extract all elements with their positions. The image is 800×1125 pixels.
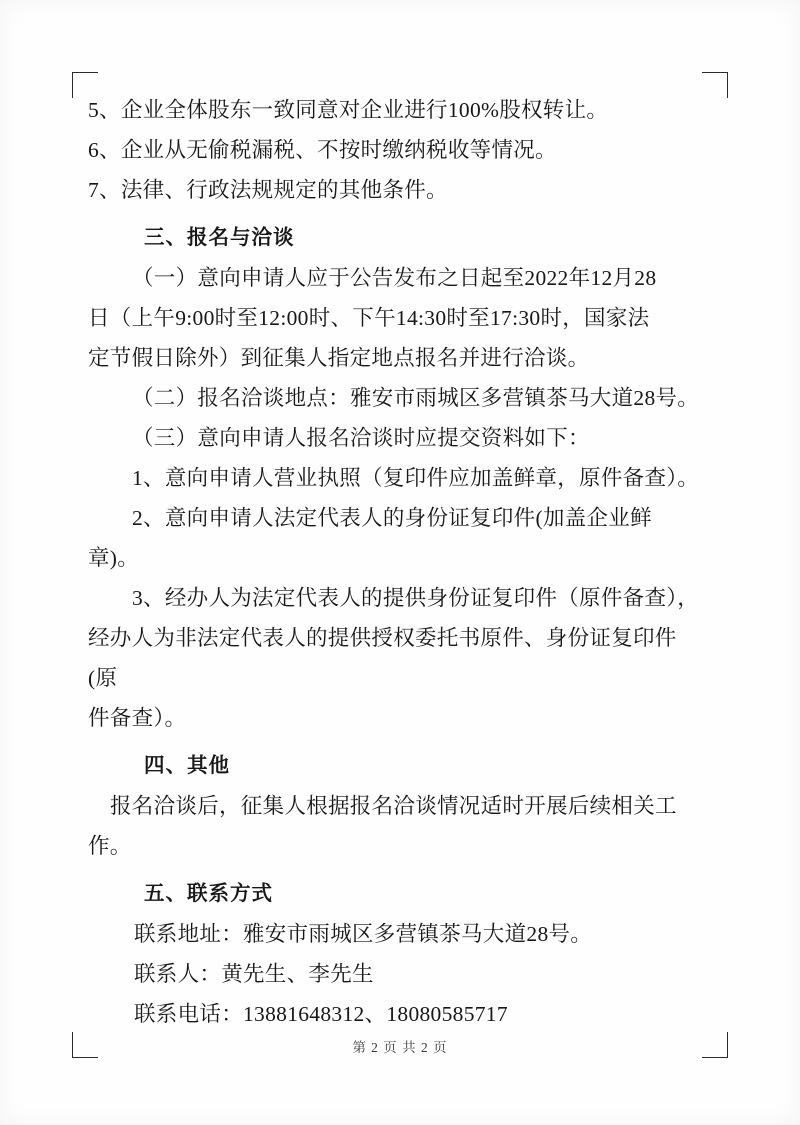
material-item-3-line-3: 件备查）。 xyxy=(88,706,187,730)
material-item-1: 1、意向申请人营业执照（复印件应加盖鲜章，原件备查）。 xyxy=(132,466,700,490)
material-item-3-line-1: 3、经办人为法定代表人的提供身份证复印件（原件备查）， xyxy=(132,586,700,610)
contact-person: 联系人：黄先生、李先生 xyxy=(134,962,374,986)
paragraph-two: （二）报名洽谈地点：雅安市雨城区多营镇茶马大道28号。 xyxy=(132,386,700,410)
contact-address: 联系地址：雅安市雨城区多营镇茶马大道28号。 xyxy=(134,922,593,946)
contact-phone: 联系电话：13881648312、18080585717 xyxy=(134,1002,508,1026)
material-item-2: 2、意向申请人法定代表人的身份证复印件(加盖企业鲜章)。 xyxy=(88,506,652,570)
paragraph-one-line-2: 日（上午9:00时至12:00时、下午14:30时至17:30时，国家法 xyxy=(88,306,650,330)
clause-item-6: 6、企业从无偷税漏税、不按时缴纳税收等情况。 xyxy=(88,138,557,162)
page-footer: 第 2 页 共 2 页 xyxy=(352,1040,448,1055)
other-paragraph-line-1: 报名洽谈后，征集人根据报名洽谈情况适时开展后续相关工 xyxy=(110,794,677,818)
other-paragraph-line-2: 作。 xyxy=(88,834,132,858)
material-item-3-line-2: 经办人为非法定代表人的提供授权委托书原件、身份证复印件(原 xyxy=(88,626,677,690)
clause-item-7: 7、法律、行政法规规定的其他条件。 xyxy=(88,178,448,202)
paragraph-one-line-3: 定节假日除外）到征集人指定地点报名并进行洽谈。 xyxy=(88,346,590,370)
section-heading-three: 三、报名与洽谈 xyxy=(144,225,295,249)
section-heading-four: 四、其他 xyxy=(144,753,230,777)
crop-mark-top-right xyxy=(702,72,728,98)
section-heading-five: 五、联系方式 xyxy=(144,881,273,905)
paragraph-one-line-1: （一）意向申请人应于公告发布之日起至2022年12月28 xyxy=(132,266,657,290)
paragraph-three: （三）意向申请人报名洽谈时应提交资料如下： xyxy=(132,426,590,450)
document-body xyxy=(88,90,700,1034)
clause-item-5: 5、企业全体股东一致同意对企业进行100%股权转让。 xyxy=(88,98,609,122)
